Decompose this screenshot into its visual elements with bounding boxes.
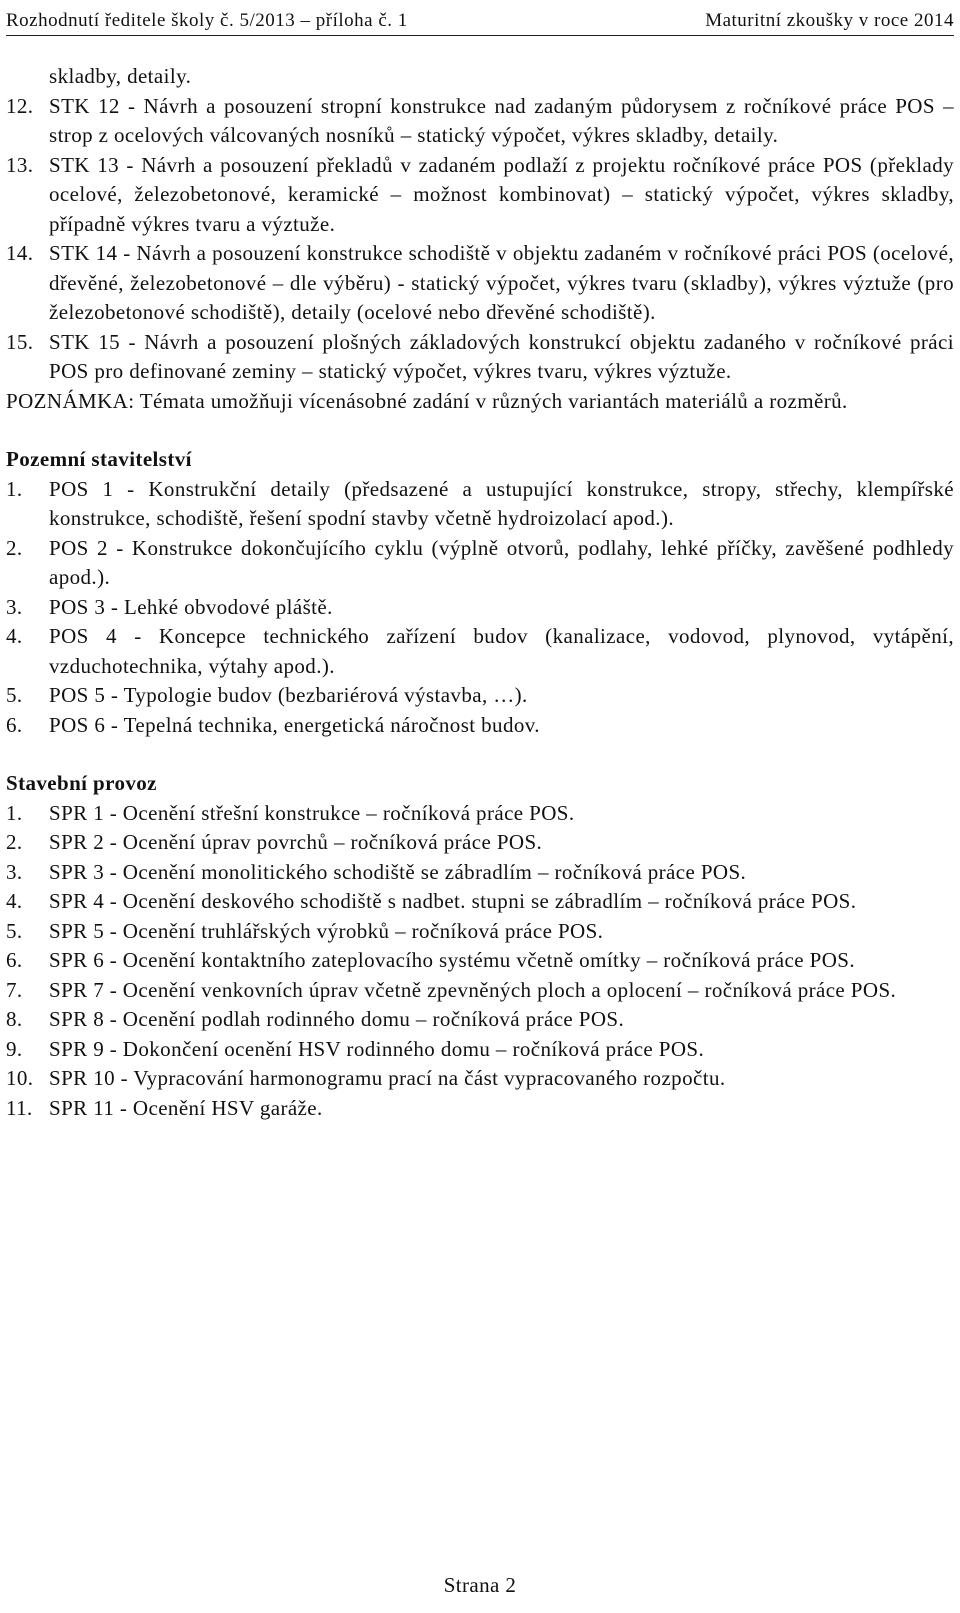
- list-item-number: 1.: [6, 800, 23, 825]
- pos-list: [6, 475, 954, 741]
- page-header: [6, 6, 954, 36]
- page-footer: Strana 2: [443, 1573, 517, 1597]
- list-item: [6, 946, 954, 976]
- list-item-number: 14.: [6, 241, 34, 265]
- list-item-number: 9.: [6, 1036, 23, 1061]
- list-item: [6, 622, 954, 681]
- list-item-number: 5.: [6, 918, 23, 943]
- list-item-number: 4.: [6, 889, 23, 913]
- list-item-text: SPR 3 - Ocenění monolitického schodiště se zábradlím – ročníková práce POS.: [49, 859, 747, 884]
- list-item: [6, 92, 954, 151]
- header-left: Rozhodnutí ředitele školy č. 5/2013 – příloha č. 1: [6, 10, 408, 31]
- list-item-text: SPR 4 - Ocenění deskového schodiště s nadbet. stupni se zábradlím – ročníková práce POS.: [49, 889, 857, 913]
- list-item: [6, 917, 954, 947]
- list-item: [6, 681, 954, 711]
- list-item: [6, 475, 954, 534]
- list-item-number: 10.: [6, 1066, 34, 1090]
- list-item: [6, 239, 954, 328]
- list-item-number: 11.: [6, 1095, 33, 1120]
- spr-list: [6, 799, 954, 1124]
- note-paragraph: POZNÁMKA: Témata umožňuji vícenásobné zadání v různých variantách materiálů a rozměrů.: [6, 388, 848, 413]
- list-item: [6, 1064, 954, 1094]
- list-item: [6, 593, 954, 623]
- list-item: [6, 151, 954, 240]
- list-item-number: 6.: [6, 712, 23, 737]
- list-item-text: SPR 2 - Ocenění úprav povrchů – ročníková práce POS.: [49, 830, 543, 854]
- list-item-number: 3.: [6, 594, 23, 619]
- list-item: [6, 1094, 954, 1124]
- list-item-number: 7.: [6, 977, 23, 1002]
- section-heading-provoz: Stavební provoz: [6, 771, 157, 795]
- list-item-text: SPR 7 - Ocenění venkovních úprav včetně zpevněných ploch a oplocení – ročníková práce POS.: [49, 977, 897, 1002]
- list-item-number: 8.: [6, 1007, 23, 1031]
- list-item: [6, 534, 954, 593]
- list-item-text: POS 6 - Tepelná technika, energetická náročnost budov.: [49, 712, 540, 737]
- list-item-text: SPR 1 - Ocenění střešní konstrukce – ročníková práce POS.: [49, 800, 575, 825]
- list-item-text: POS 1 - Konstrukční detaily (předsazené a ustupující konstrukce, stropy, střechy, klempířské konstrukce, schodiště, řešení spodní stavby včetně hydroizolací apod.).: [49, 476, 954, 530]
- list-item-number: 6.: [6, 948, 23, 972]
- list-item-number: 12.: [6, 93, 34, 118]
- list-item: [6, 1005, 954, 1035]
- list-item-text: STK 14 - Návrh a posouzení konstrukce schodiště v objektu zadaném v ročníkové práci POS (ocelové, dřevěné, železobetonové – dle výběru) - statický výpočet, výkres tvaru (skladby), výkres výztuže (pro železobetonové schodiště), detaily (ocelové nebo dřevěné schodiště).: [49, 241, 954, 324]
- list-item-text: POS 5 - Typologie budov (bezbariérová výstavba, …).: [49, 683, 528, 707]
- list-item-text: SPR 5 - Ocenění truhlářských výrobků – ročníková práce POS.: [49, 918, 604, 943]
- list-item-number: 5.: [6, 683, 23, 707]
- list-item-text: POS 3 - Lehké obvodové pláště.: [49, 594, 333, 619]
- list-item-text: SPR 9 - Dokončení ocenění HSV rodinného domu – ročníková práce POS.: [49, 1036, 705, 1061]
- list-item-number: 2.: [6, 535, 23, 560]
- list-item: [6, 858, 954, 888]
- list-item: [6, 799, 954, 829]
- stk-list: [6, 92, 954, 387]
- list-item-text: STK 15 - Návrh a posouzení plošných základových konstrukcí objektu zadaného v ročníkové práci POS pro definované zeminy – statický výpočet, výkres tvaru, výkres výztuže.: [49, 329, 954, 383]
- list-item-number: 4.: [6, 624, 23, 648]
- list-item-text: SPR 8 - Ocenění podlah rodinného domu – ročníková práce POS.: [49, 1007, 625, 1031]
- list-item-number: 3.: [6, 859, 23, 884]
- list-item-text: SPR 10 - Vypracování harmonogramu prací na část vypracovaného rozpočtu.: [49, 1066, 726, 1090]
- header-right: Maturitní zkoušky v roce 2014: [705, 10, 954, 31]
- list-item-text: STK 12 - Návrh a posouzení stropní konstrukce nad zadaným půdorysem z ročníkové práce POS – strop z ocelových válcovaných nosníků – statický výpočet, výkres skladby, detaily.: [49, 93, 954, 147]
- list-item-text: SPR 6 - Ocenění kontaktního zateplovacího systému včetně omítky – ročníková práce POS.: [49, 948, 855, 972]
- section-heading-pozemni: Pozemní stavitelství: [6, 447, 192, 471]
- list-item-text: STK 13 - Návrh a posouzení překladů v zadaném podlaží z projektu ročníkové práce POS (překlady ocelové, železobetonové, keramické – možnost kombinovat) – statický výpočet, výkres skladby, případně výkres tvaru a výztuže.: [49, 152, 954, 236]
- list-item-text: POS 2 - Konstrukce dokončujícího cyklu (výplně otvorů, podlahy, lehké příčky, zavěšené podhledy apod.).: [49, 535, 954, 589]
- list-item-text: SPR 11 - Ocenění HSV garáže.: [49, 1095, 323, 1120]
- list-item-number: 1.: [6, 476, 23, 501]
- list-item: [6, 976, 954, 1006]
- list-item: [6, 1035, 954, 1065]
- page-content: [6, 62, 954, 1123]
- list-item-text: POS 4 - Koncepce technického zařízení budov (kanalizace, vodovod, plynovod, vytápění, vzduchotechnika, výtahy apod.).: [49, 624, 954, 678]
- list-item: [6, 711, 954, 741]
- list-item-number: 15.: [6, 329, 34, 354]
- list-item: [6, 328, 954, 387]
- list-item: [6, 828, 954, 858]
- list-item: [6, 887, 954, 917]
- list-item-number: 13.: [6, 152, 34, 177]
- continuation-text: skladby, detaily.: [49, 64, 192, 88]
- list-item-number: 2.: [6, 830, 23, 854]
